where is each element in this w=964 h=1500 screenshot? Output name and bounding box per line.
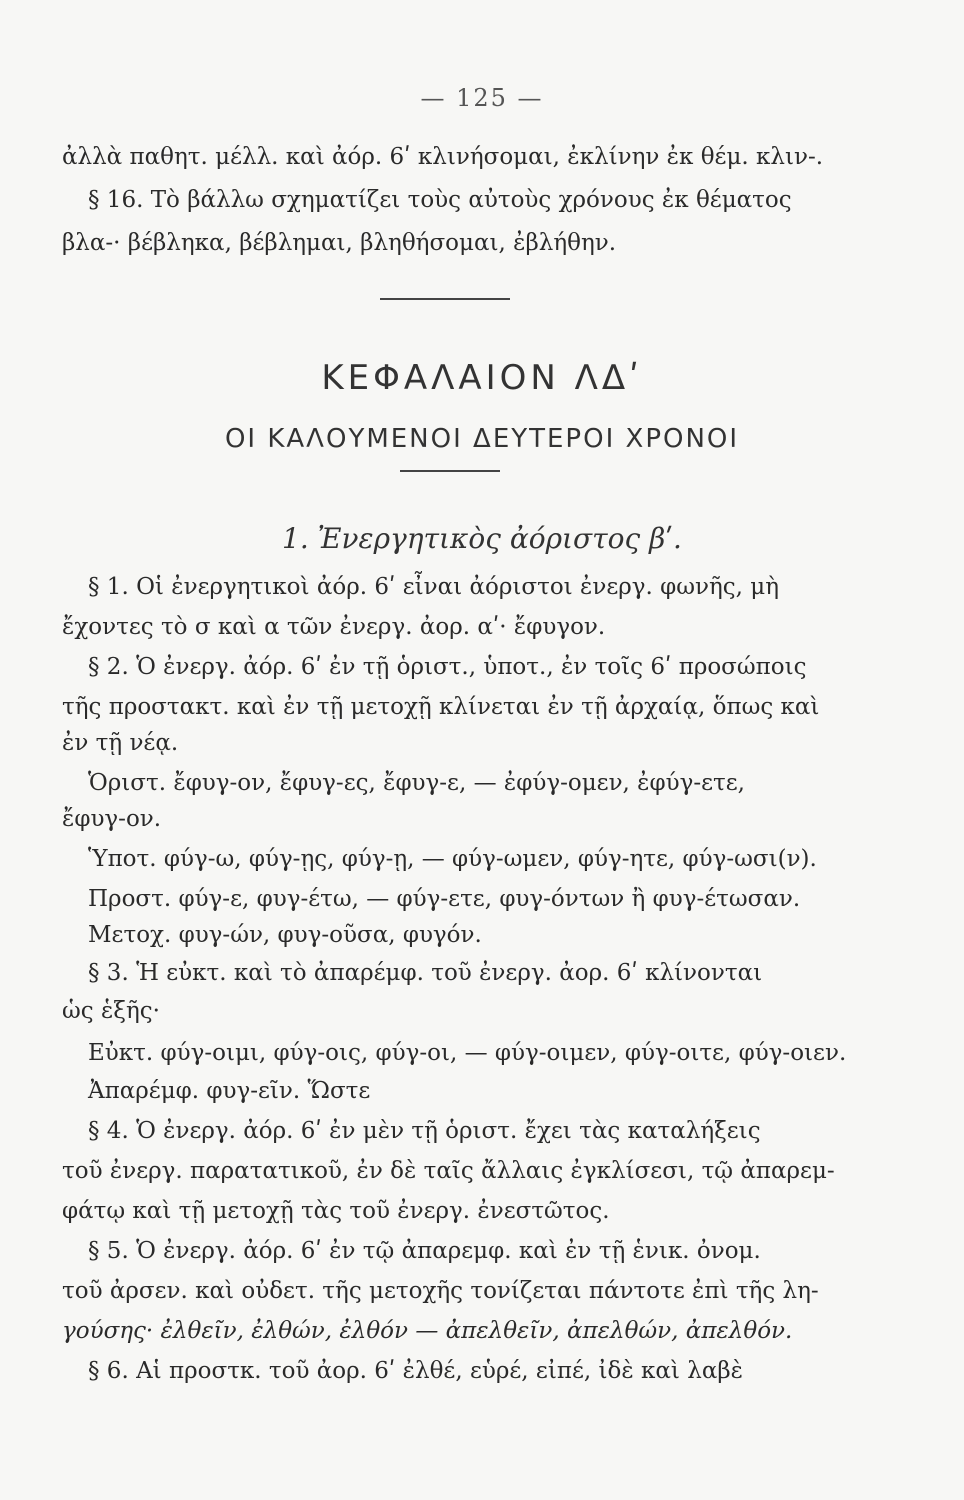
body-line-3: § 2. Ὁ ἐνεργ. ἀόρ. 6ʹ ἐν τῇ ὁριστ., ὑποτ., ἐν τοῖς 6ʹ προσώποις [88,654,807,680]
body-line-10: Μετοχ. φυγ-ών, φυγ-οῦσα, φυγόν. [88,922,482,948]
text-line-top-1: ἀλλὰ παθητ. μέλλ. καὶ ἀόρ. 6ʹ κλινήσομαι, ἐκλίνην ἐκ θέμ. κλιν-. [62,144,824,170]
body-line-15: § 4. Ὁ ἐνεργ. ἀόρ. 6ʹ ἐν μὲν τῇ ὁριστ. ἔχει τὰς καταλήξεις [88,1118,761,1144]
body-line-7: ἔφυγ-ον. [62,806,162,832]
body-line-21: § 6. Αἱ προστκ. τοῦ ἀορ. 6ʹ ἐλθέ, εὑρέ, εἰπέ, ἰδὲ καὶ λαβὲ [88,1358,743,1384]
body-line-1: § 1. Οἱ ἐνεργητικοὶ ἀόρ. 6ʹ εἶναι ἀόριστοι ἐνεργ. φωνῆς, μὴ [88,574,779,600]
body-line-2: ἔχοντες τὸ σ καὶ α τῶν ἐνεργ. ἀορ. αʹ· ἔφυγον. [62,614,606,640]
body-line-5: ἐν τῇ νέᾳ. [62,730,179,756]
section-title: 1. Ἐνεργητικὸς ἀόριστος βʹ. [282,522,682,555]
body-line-18: § 5. Ὁ ἐνεργ. ἀόρ. 6ʹ ἐν τῷ ἀπαρεμφ. καὶ ἐν τῇ ἑνικ. ὀνομ. [88,1238,761,1264]
chapter-title: ΚΕΦΑΛΑΙΟΝ ΛΔʹ [321,358,643,398]
separator-rule-2 [400,470,500,472]
body-line-4: τῆς προστακτ. καὶ ἐν τῇ μετοχῇ κλίνεται ἐν τῇ ἀρχαίᾳ, ὅπως καὶ [62,694,820,720]
text-line-top-2: § 16. Τὸ βάλλω σχηματίζει τοὺς αὐτοὺς χρόνους ἐκ θέματος [88,187,792,213]
body-line-20: γούσης· ἐλθεῖν, ἐλθών, ἐλθόν — ἀπελθεῖν, ἀπελθών, ἀπελθόν. [62,1318,793,1344]
body-line-14: Ἀπαρέμφ. φυγ-εῖν. Ὥστε [88,1078,371,1104]
body-line-17: φάτῳ καὶ τῇ μετοχῇ τὰς τοῦ ἐνεργ. ἐνεστῶτος. [62,1198,610,1224]
text-line-top-3: βλα-· βέβληκα, βέβλημαι, βληθήσομαι, ἐβλήθην. [62,230,617,256]
chapter-subtitle: ΟΙ ΚΑΛΟΥΜΕΝΟΙ ΔΕΥΤΕΡΟΙ ΧΡΟΝΟΙ [224,424,740,454]
body-line-13: Εὐκτ. φύγ-οιμι, φύγ-οις, φύγ-οι, — φύγ-οιμεν, φύγ-οιτε, φύγ-οιεν. [88,1040,847,1066]
page-number: — 125 — [420,84,544,112]
body-line-16: τοῦ ἐνεργ. παρατατικοῦ, ἐν δὲ ταῖς ἄλλαις ἐγκλίσεσι, τῷ ἀπαρεμ- [62,1158,835,1184]
body-line-19: τοῦ ἀρσεν. καὶ οὐδετ. τῆς μετοχῆς τονίζεται πάντοτε ἐπὶ τῆς λη- [62,1278,819,1304]
body-line-8: Ὑποτ. φύγ-ω, φύγ-ῃς, φύγ-ῃ, — φύγ-ωμεν, φύγ-ητε, φύγ-ωσι(ν). [88,846,817,872]
body-line-6: Ὁριστ. ἔφυγ-ον, ἔφυγ-ες, ἔφυγ-ε, — ἐφύγ-ομεν, ἐφύγ-ετε, [88,770,745,796]
body-line-12: ὡς ἑξῆς· [62,998,160,1024]
separator-rule-1 [380,298,510,300]
body-line-11: § 3. Ἡ εὐκτ. καὶ τὸ ἀπαρέμφ. τοῦ ἐνεργ. ἀορ. 6ʹ κλίνονται [88,960,763,986]
body-line-9: Προστ. φύγ-ε, φυγ-έτω, — φύγ-ετε, φυγ-όντων ἢ φυγ-έτωσαν. [88,886,801,912]
